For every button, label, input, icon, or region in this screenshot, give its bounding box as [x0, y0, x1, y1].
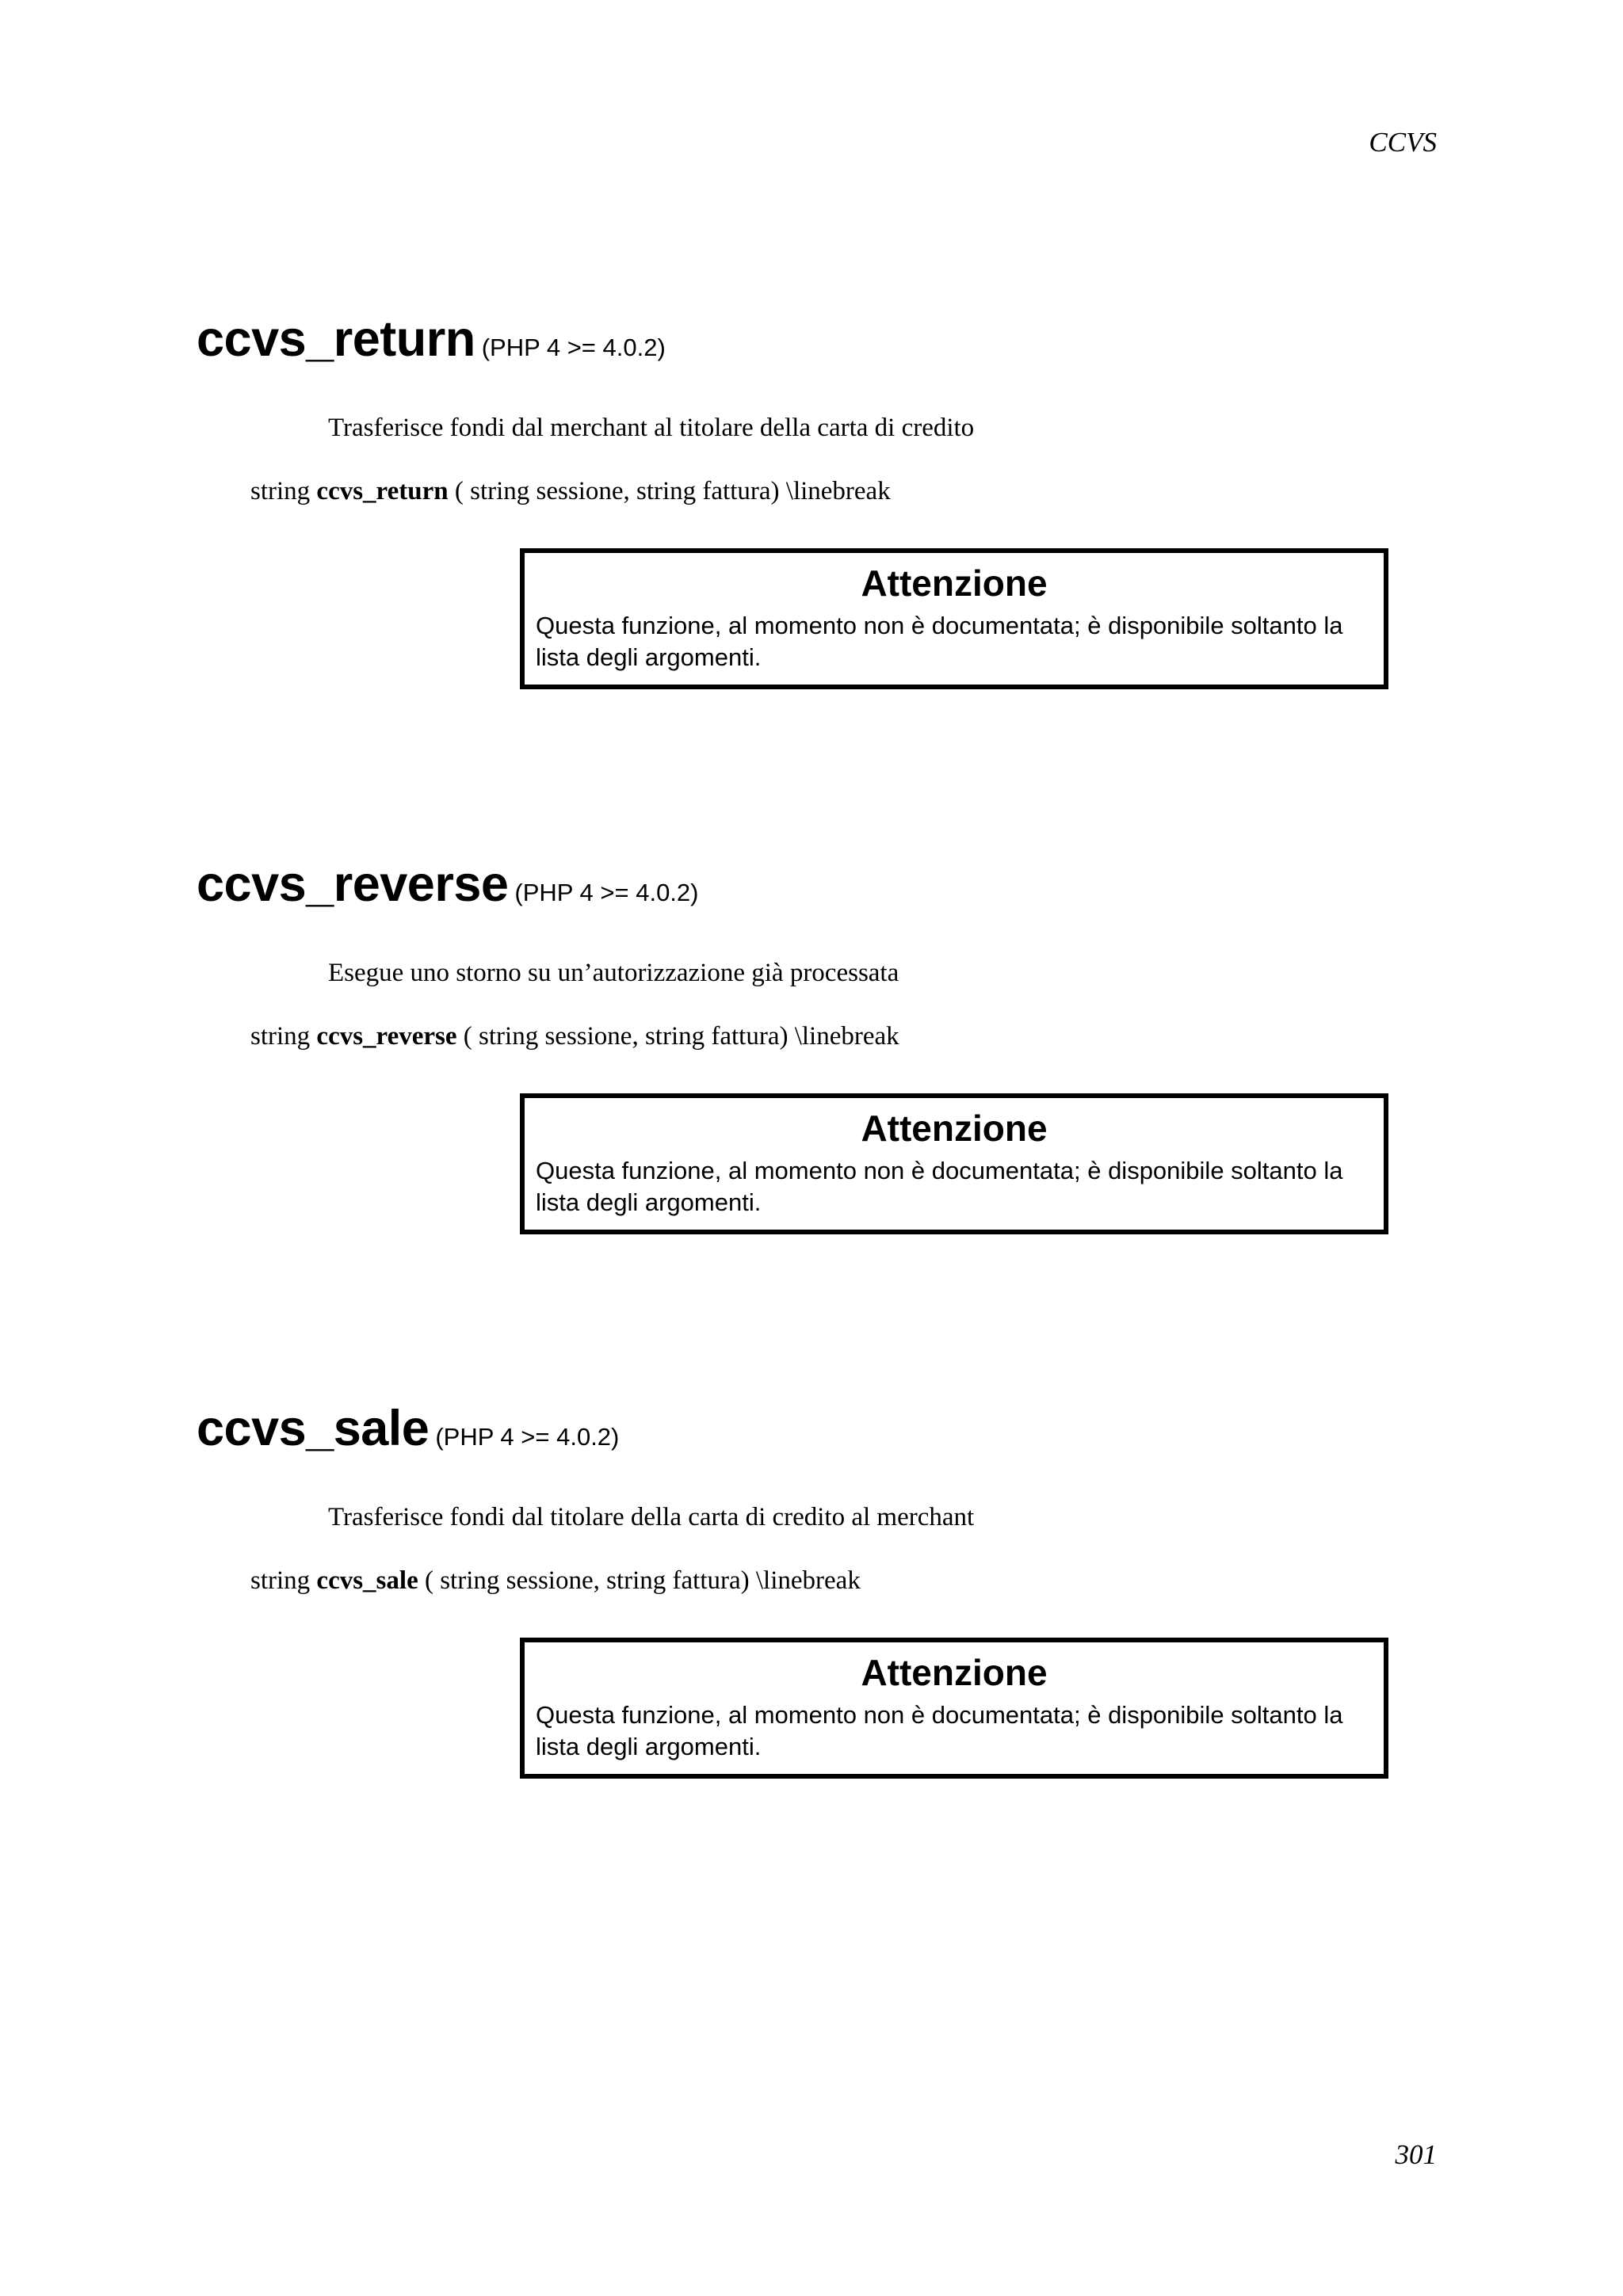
function-entry	[197, 1400, 1433, 1760]
synopsis-params: ( string sessione, string fattura) \linebreak	[418, 1566, 861, 1595]
function-heading	[197, 856, 1433, 913]
synopsis-params: ( string sessione, string fattura) \linebreak	[448, 477, 891, 505]
function-synopsis	[250, 1022, 899, 1051]
warning-text: Questa funzione, al momento non è documentata; è disponibile soltanto la lista degli argomenti.	[536, 612, 1343, 671]
synopsis-function-name: ccvs_reverse	[316, 1022, 457, 1051]
warning-text: Questa funzione, al momento non è documentata; è disponibile soltanto la lista degli argomenti.	[536, 1157, 1343, 1216]
function-heading	[197, 311, 1433, 368]
function-entry	[197, 856, 1433, 1216]
function-entry	[197, 311, 1433, 671]
warning-box	[520, 1093, 1388, 1234]
function-name: ccvs_reverse	[197, 856, 509, 912]
php-version: (PHP 4 >= 4.0.2)	[514, 879, 699, 906]
function-heading	[197, 1400, 1433, 1457]
function-synopsis	[250, 1566, 861, 1596]
php-version: (PHP 4 >= 4.0.2)	[435, 1423, 620, 1451]
warning-title: Attenzione	[861, 1108, 1048, 1149]
function-purpose: Esegue uno storno su un’autorizzazione già processata	[328, 959, 899, 987]
return-type: string	[250, 1566, 311, 1595]
warning-title: Attenzione	[861, 1652, 1048, 1693]
return-type: string	[250, 1022, 311, 1051]
function-synopsis	[250, 477, 891, 506]
function-name: ccvs_return	[197, 311, 475, 367]
running-header: CCVS	[1369, 127, 1437, 158]
return-type: string	[250, 477, 311, 505]
warning-box	[520, 1638, 1388, 1779]
synopsis-function-name: ccvs_sale	[316, 1566, 418, 1595]
page-number: 301	[1395, 2139, 1437, 2170]
function-purpose: Trasferisce fondi dal merchant al titolare della carta di credito	[328, 414, 975, 442]
warning-text: Questa funzione, al momento non è documentata; è disponibile soltanto la lista degli argomenti.	[536, 1701, 1343, 1760]
synopsis-function-name: ccvs_return	[316, 477, 449, 505]
php-version: (PHP 4 >= 4.0.2)	[481, 334, 666, 361]
function-purpose: Trasferisce fondi dal titolare della carta di credito al merchant	[328, 1503, 975, 1531]
function-name: ccvs_sale	[197, 1401, 430, 1456]
warning-box	[520, 548, 1388, 689]
warning-title: Attenzione	[861, 563, 1048, 604]
synopsis-params: ( string sessione, string fattura) \linebreak	[456, 1022, 899, 1051]
